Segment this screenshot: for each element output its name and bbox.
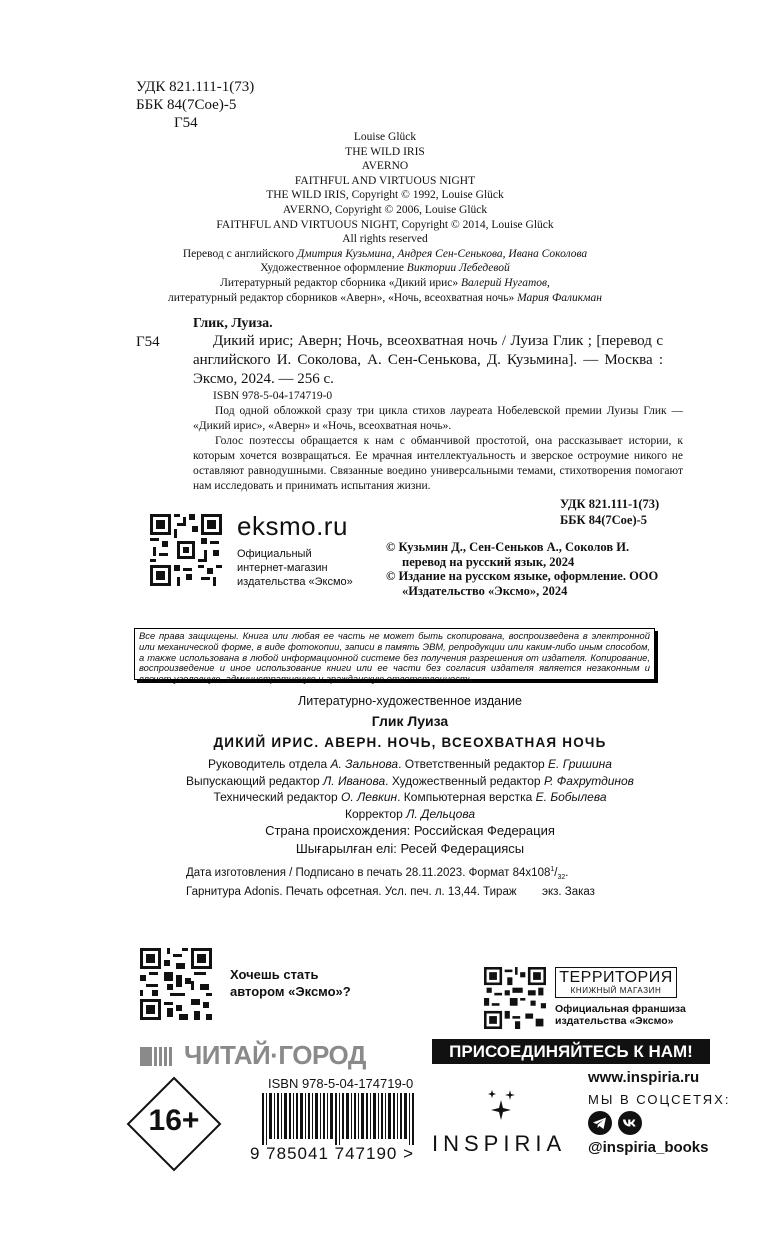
rights-notice-box	[134, 628, 655, 685]
annotation-paragraph: Под одной обложкой сразу три цикла стихов лауреата Нобелевской премии Луизы Глик — «Дикий ирис», «Аверн» и «Ночь, всеохватная ночь».	[193, 405, 683, 432]
chitai-gorod-logo	[140, 1040, 366, 1071]
original-title: AVERNO	[361, 160, 409, 173]
edition-title: ДИКИЙ ИРИС. АВЕРН. НОЧЬ, ВСЕОХВАТНАЯ НОЧЬ	[213, 735, 607, 750]
barcode-digits: 9 785041 747190 >	[250, 1144, 415, 1163]
biblio-isbn: ISBN 978-5-04-174719-0	[213, 390, 333, 402]
credits-block	[100, 130, 670, 305]
print-line: Дата изготовления / Подписано в печать 28.11.2023. Формат $84x108^1/_{32}$.	[186, 866, 569, 882]
territory-title: ТЕРРИТОРИЯ	[559, 969, 673, 986]
territory-qr-code[interactable]	[484, 967, 546, 1029]
inspiria-star-icon	[484, 1088, 518, 1128]
staff-line: Выпускающий редактор Л. Иванова. Художественный редактор Р. Фахрутдинов	[186, 773, 634, 788]
chitai-gorod-icon	[140, 1044, 180, 1068]
chitai-gorod-text: ЧИТАЙ·ГОРОД	[184, 1040, 366, 1070]
franchise-note	[555, 1003, 686, 1027]
copyright-line: AVERNO, Copyright © 2006, Louise Glück	[282, 203, 488, 216]
author-call-line: Хочешь стать	[230, 967, 319, 982]
annotation	[193, 404, 683, 494]
lit-editor-line: Литературный редактор сборника «Дикий ирис» Валерий Нугатов,	[220, 276, 550, 289]
biblio-index	[560, 496, 659, 528]
eksmo-desc-line: интернет-магазин	[237, 562, 328, 574]
eksmo-url[interactable]: eksmo.ru	[237, 511, 348, 541]
social-title: МЫ В СОЦСЕТЯХ:	[588, 1092, 731, 1107]
vk-icon[interactable]	[618, 1111, 642, 1135]
biblio-record: Дикий ирис; Аверн; Ночь, всеохватная ночь / Луиза Глик ; [перевод с английского И. Соколова, А. Сен-Сенькова, Д. Кузьмина]. — Москва : Эксмо, 2024. — 256 с.	[193, 333, 663, 387]
staff-line: Технический редактор О. Левкин. Компьютерная верстка Е. Бобылева	[213, 790, 607, 804]
join-banner: ПРИСОЕДИНЯЙТЕСЬ К НАМ!	[432, 1039, 710, 1064]
author-call-qr-code[interactable]	[140, 948, 212, 1020]
eksmo-desc-line: Официальный	[237, 548, 312, 560]
telegram-icon[interactable]	[588, 1111, 612, 1135]
original-author: Louise Glück	[353, 131, 417, 143]
biblio-code: Г54	[136, 334, 160, 350]
top-udk: УДК 821.111-1(73)	[136, 79, 255, 95]
copyright-notice: © Издание на русском языке, оформление. ООО «Издательство «Эксмо», 2024	[386, 569, 659, 598]
top-author-mark: Г54	[174, 115, 198, 131]
franchise-line: издательства «Эксмо»	[555, 1015, 674, 1027]
copyright-notices	[386, 540, 676, 598]
territory-subtitle: КНИЖНЫЙ МАГАЗИН	[570, 986, 662, 995]
biblio-bbk: ББК 84(7Сое)-5	[560, 513, 648, 527]
annotation-paragraph: Голос поэтессы обращается к нам с обманчивой простотой, она рассказывает истории, к которым хочется возвращаться. Ее мрачная интеллектуальность и зверское остроумие никого не оставляют равнодушными. Связанные воедино универсальными темами, стихотворения помогают нам исследовать и принимать испытания жизни.	[193, 435, 683, 492]
edition-author: Глик Луиза	[371, 713, 449, 729]
print-info	[186, 862, 595, 900]
author-call	[230, 966, 351, 1000]
franchise-line: Официальная франшиза	[555, 1003, 686, 1015]
eksmo-qr-code[interactable]	[150, 514, 222, 586]
copyright-line: THE WILD IRIS, Copyright © 1992, Louise Glück	[266, 189, 504, 202]
copyright-line: FAITHFUL AND VIRTUOUS NIGHT, Copyright © 2014, Louise Glück	[216, 218, 554, 231]
age-rating-text: 16+	[148, 1104, 200, 1137]
barcode	[262, 1093, 420, 1145]
rights-reserved: All rights reserved	[342, 233, 428, 246]
biblio-udk: УДК 821.111-1(73)	[560, 497, 660, 511]
art-design-line: Художественное оформление Виктории Лебедевой	[260, 262, 510, 275]
inspiria-logo: INSPIRIA	[432, 1131, 567, 1156]
biblio-heading: Глик, Луиза.	[193, 316, 273, 331]
territory-logo	[555, 967, 677, 998]
rights-notice-text: Все права защищены. Книга или любая ее часть не может быть скопирована, воспроизведена в электронной или механической форме, в виде фотокопии, записи в память ЭВМ, репродукции или каким-либо иным способом, а также использована в любой информационной системе без получения разрешения от издателя. Копирование, воспроизведение и иное использование книги или ее части без согласия издателя является незаконным и влечет уголовную, административную и гражданскую ответственность.	[139, 630, 650, 685]
country-kz: Шығарылған елі: Ресей Федерациясы	[295, 841, 525, 856]
country-info	[140, 822, 680, 858]
top-index-block	[136, 78, 254, 132]
translation-line: Перевод с английского Дмитрия Кузьмина, Андрея Сен-Сенькова, Ивана Соколова	[182, 247, 588, 260]
country-ru: Страна происхождения: Российская Федерация	[265, 823, 555, 838]
barcode-isbn: ISBN 978-5-04-174719-0	[268, 1076, 414, 1091]
original-title: THE WILD IRIS	[345, 145, 425, 158]
staff-line: Корректор Л. Дельцова	[344, 806, 476, 821]
original-title: FAITHFUL AND VIRTUOUS NIGHT	[294, 174, 476, 187]
top-bbk: ББК 84(7Сое)-5	[136, 97, 237, 113]
social-handle[interactable]: @inspiria_books	[588, 1139, 709, 1156]
eksmo-description	[237, 547, 353, 589]
staff-list	[140, 756, 680, 822]
inspiria-url[interactable]: www.inspiria.ru	[588, 1069, 700, 1086]
author-call-line: автором «Эксмо»?	[230, 984, 351, 999]
copyright-notice: © Кузьмин Д., Сен-Сеньков А., Соколов И. перевод на русский язык, 2024	[386, 540, 630, 569]
edition-type: Литературно-художественное издание	[298, 694, 522, 708]
print-line: Гарнитура Adonis. Печать офсетная. Усл. печ. л. 13,44. Тираж экз. Заказ	[186, 886, 595, 899]
eksmo-desc-line: издательства «Эксмо»	[237, 576, 353, 588]
staff-line: Руководитель отдела А. Зальнова. Ответственный редактор Е. Гришина	[208, 757, 612, 771]
lit-editor-line: литературный редактор сборников «Аверн», «Ночь, всеохватная ночь» Мария Фаликман	[168, 291, 602, 304]
